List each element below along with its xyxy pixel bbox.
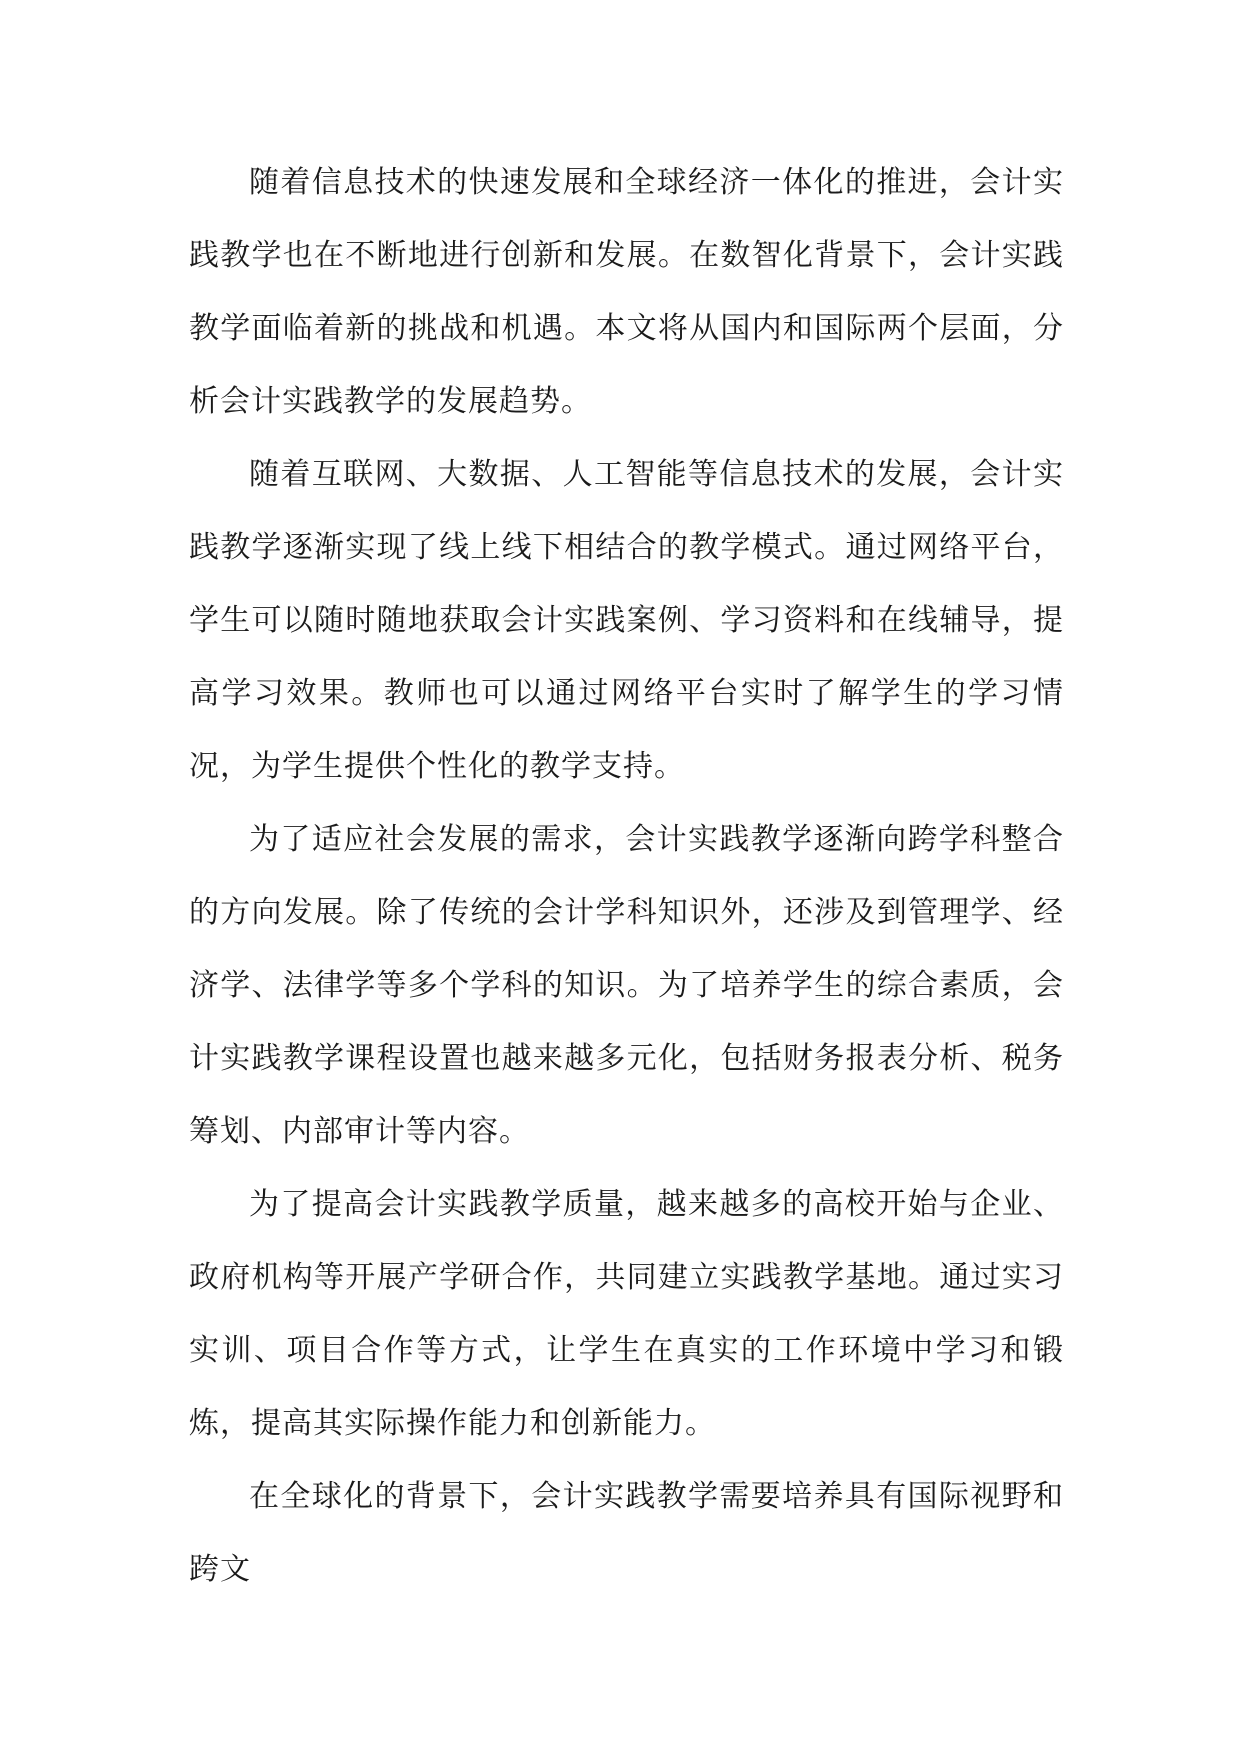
paragraph-2: 随着互联网、大数据、人工智能等信息技术的发展，会计实践教学逐渐实现了线上线下相结合的教学模式。通过网络平台，学生可以随时随地获取会计实践案例、学习资料和在线辅导，提高学习效果。教师也可以通过网络平台实时了解学生的学习情况，为学生提供个性化的教学支持。 (189, 457, 1064, 784)
paragraph-4: 为了提高会计实践教学质量，越来越多的高校开始与企业、政府机构等开展产学研合作，共同建立实践教学基地。通过实习实训、项目合作等方式，让学生在真实的工作环境中学习和锻炼，提高其实际操作能力和创新能力。 (189, 1187, 1064, 1441)
paragraph-5: 在全球化的背景下，会计实践教学需要培养具有国际视野和跨文 (189, 1479, 1064, 1587)
paragraph-1: 随着信息技术的快速发展和全球经济一体化的推进，会计实践教学也在不断地进行创新和发展。在数智化背景下，会计实践教学面临着新的挑战和机遇。本文将从国内和国际两个层面，分析会计实践教学的发展趋势。 (189, 165, 1064, 419)
paragraph-3: 为了适应社会发展的需求，会计实践教学逐渐向跨学科整合的方向发展。除了传统的会计学科知识外，还涉及到管理学、经济学、法律学等多个学科的知识。为了培养学生的综合素质，会计实践教学课程设置也越来越多元化，包括财务报表分析、税务筹划、内部审计等内容。 (189, 822, 1064, 1149)
document-body (189, 146, 1064, 1606)
